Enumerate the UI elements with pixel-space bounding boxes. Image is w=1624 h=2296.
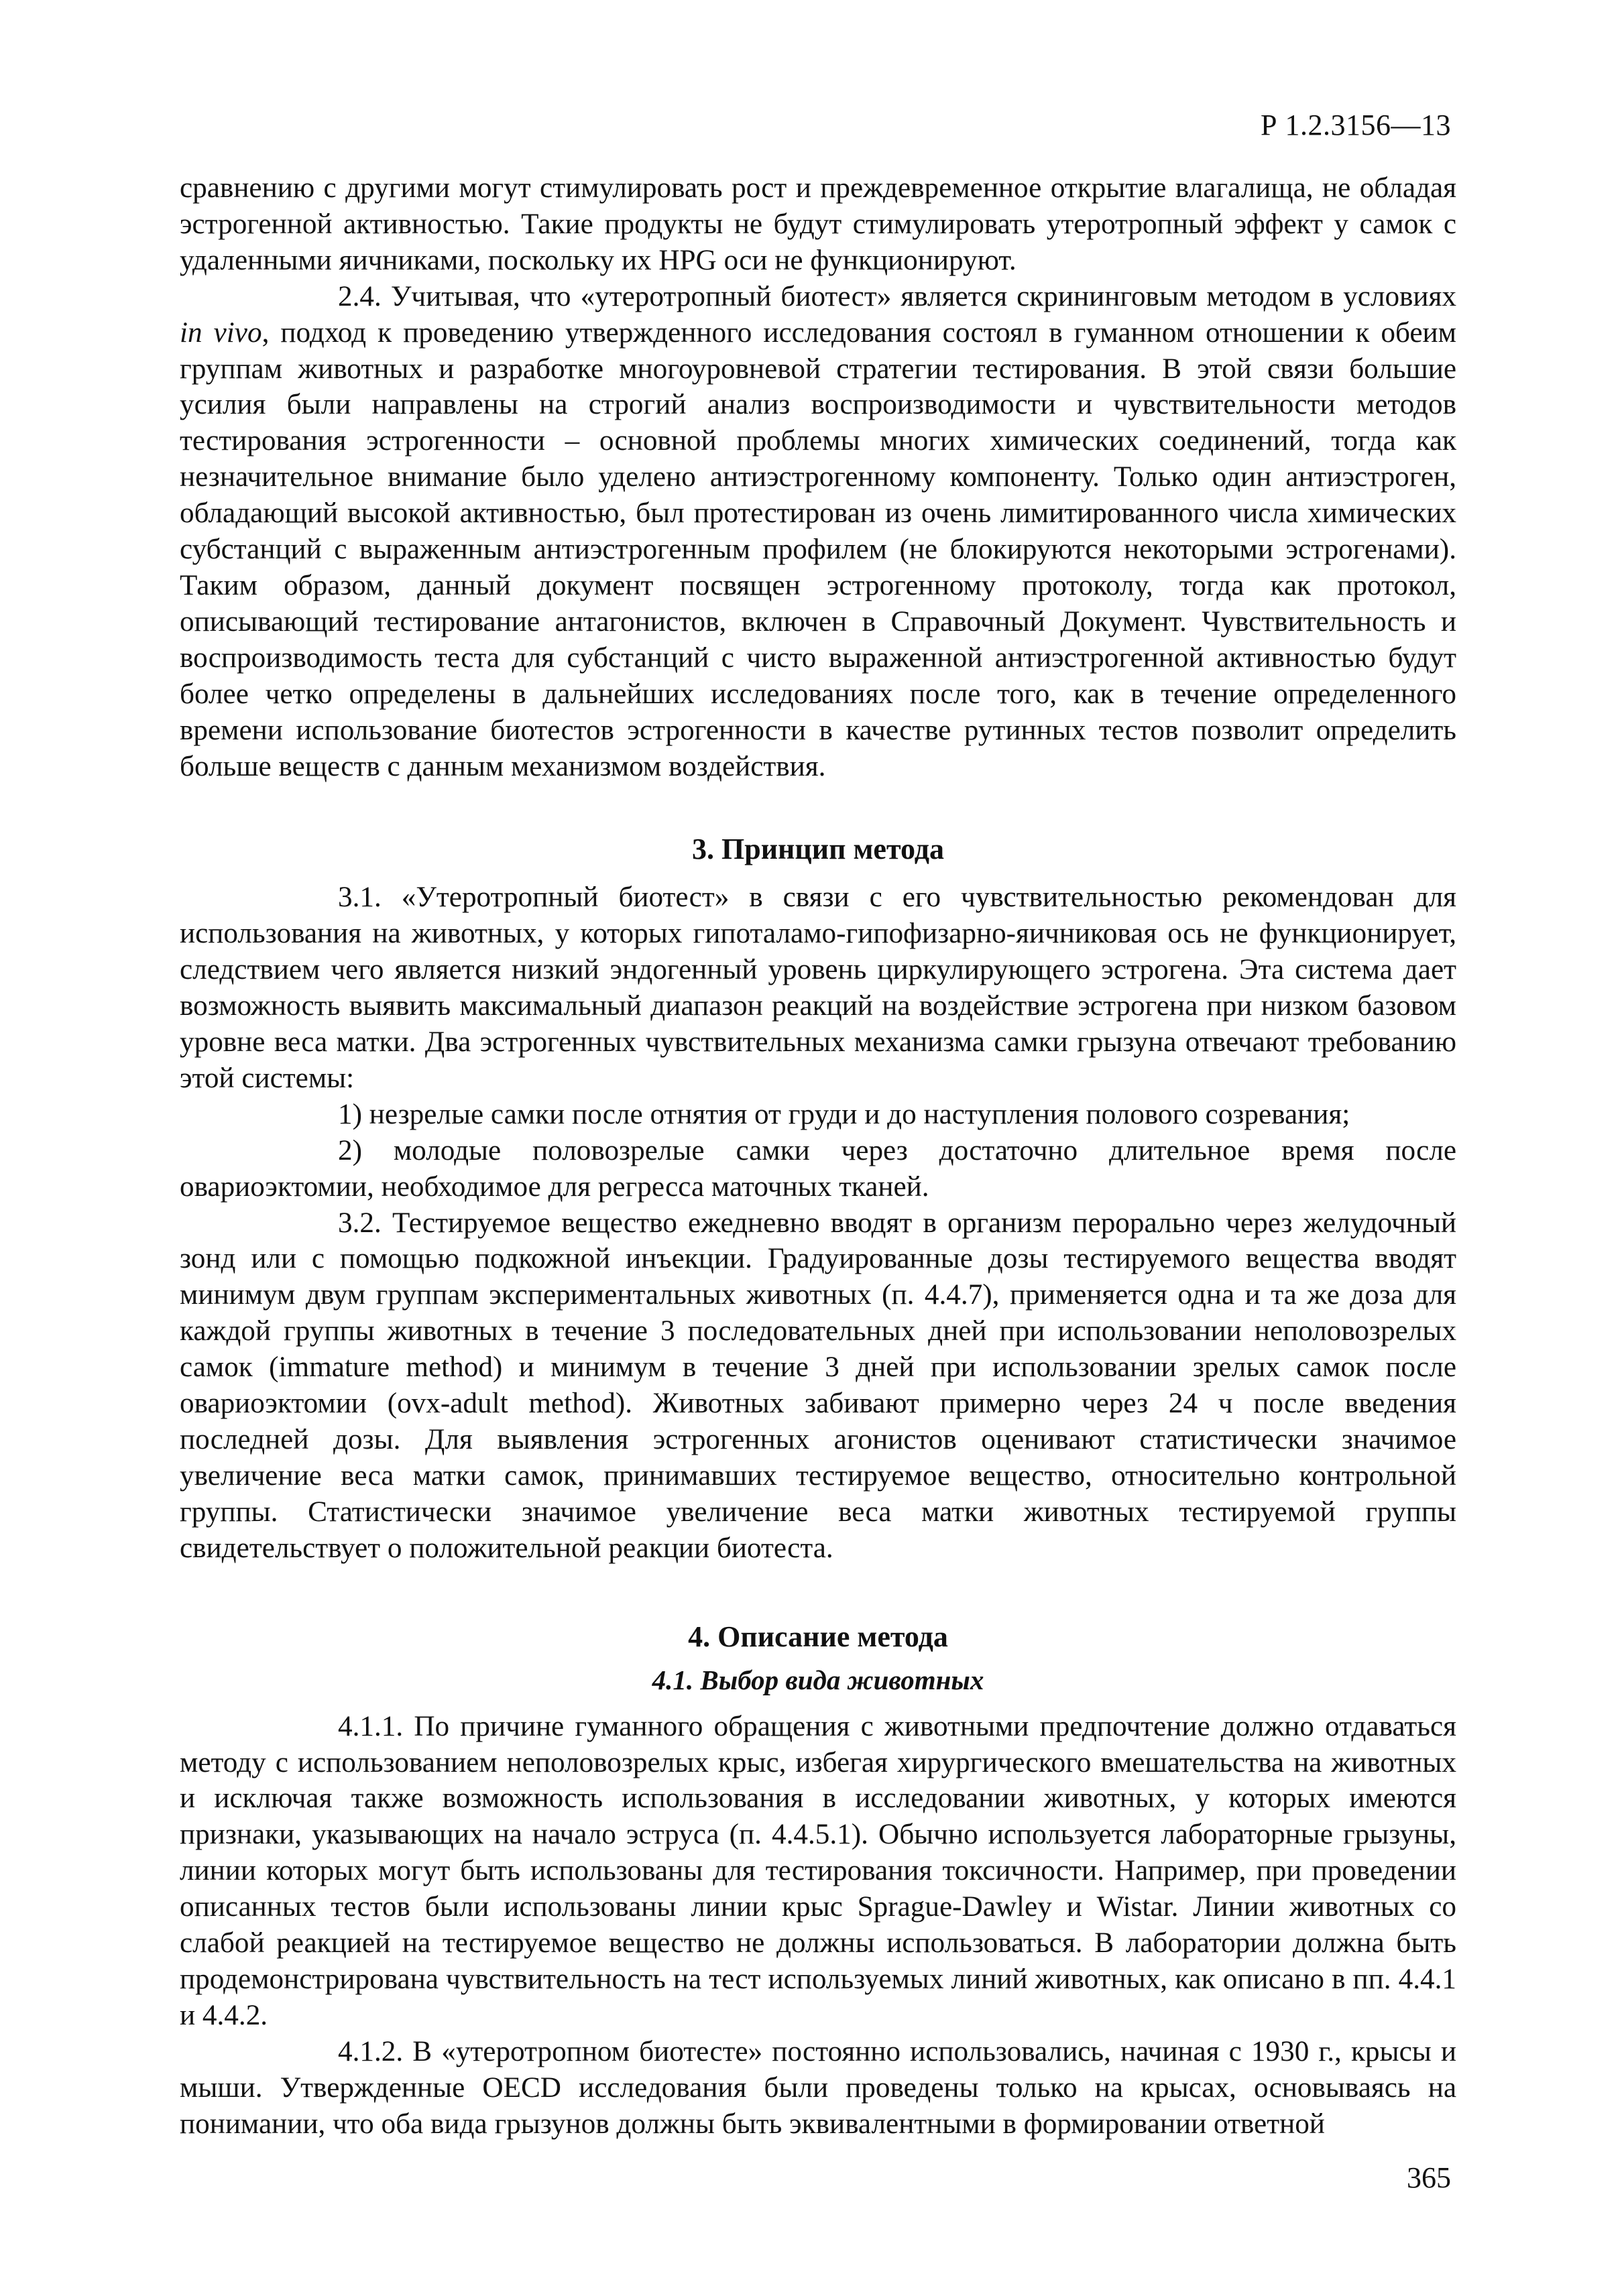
section-3-heading: 3. Принцип метода: [692, 833, 944, 866]
list-item-ovariectomized-females: 2) молодые половозрелые самки через достаточно длительное время после овариоэктомии, необходимое для регресса маточных тканей.: [180, 1134, 1456, 1203]
paragraph-3-1: 3.1. «Утеротропный биотест» в связи с его чувствительностью рекомендован для использования на животных, у которых гипоталамо-гипофизарно-яичниковая ось не функционирует, следствием чего является низкий эндогенный уровень циркулирующего эстрогена. Эта система дает возможность выявить максимальный диапазон реакций на воздействие эстрогена при низком базовом уровне веса матки. Два эстрогенных чувствительных механизма самки грызуна отвечают требованию этой системы:: [180, 882, 1456, 1094]
list-item-immature-females: 1) незрелые самки после отнятия от груди и до наступления полового созревания;: [338, 1098, 1350, 1130]
paragraph-3-2: 3.2. Тестируемое вещество ежедневно вводят в организм перорально через желудочный зонд или с помощью подкожной инъекции. Градуированные дозы тестируемого вещества вводят минимум двум группам экспериментальных животных (п. 4.4.7), применяется одна и та же доза для каждой группы животных в течение 3 последовательных дней при использовании неполовозрелых самок (immature method) и минимум в течение 3 дней при использовании зрелых самок после овариоэктомии (ovx-adult method). Животных забивают примерно через 24 ч после введения последней дозы. Для выявления эстрогенных агонистов оценивают статистически значимое увеличение веса матки самок, принимавших тестируемое вещество, относительно контрольной группы. Статистически значимое увеличение веса матки животных тестируемой группы свидетельствует о положительной реакции биотеста.: [180, 1207, 1456, 1564]
section-4-heading: 4. Описание метода: [688, 1620, 948, 1653]
paragraph-2-4-part-b: , подход к проведению утвержденного исследования состоял в гуманном отношении к обеим группам животных и разработке многоуровневой стратегии тестирования. В этой связи большие усилия были направлены на строгий анализ воспроизводимости и чувствительности методов тестирования эстрогенности – основной проблемы многих химических соединений, тогда как незначительное внимание было уделено антиэстрогенному компоненту. Только один антиэстроген, обладающий высокой активностью, был протестирован из очень лимитированного числа химических субстанций с выраженным антиэстрогенным профилем (не блокируются некоторыми эстрогенами). Таким образом, данный документ посвящен эстрогенному протоколу, тогда как протокол, описывающий тестирование антагонистов, включен в Справочный Документ. Чувствительность и воспроизводимость теста для субстанций с чисто выраженной антиэстрогенной активностью будут более четко определены в дальнейших исследованиях после того, как в течение определенного времени использование биотестов эстрогенности в качестве рутинных тестов позволит определить больше веществ с данным механизмом воздействия.: [180, 316, 1456, 782]
document-code-header: Р 1.2.3156—13: [1261, 109, 1451, 141]
paragraph-intro-continuation: сравнению с другими могут стимулировать рост и преждевременное открытие влагалища, не обладая эстрогенной активностью. Такие продукты не будут стимулировать утеротропный эффект у самок с удаленными яичниками, поскольку их HPG оси не функционируют.: [180, 172, 1456, 276]
paragraph-2-4-in-vivo: in vivo: [180, 316, 262, 349]
paragraph-2-4: [180, 279, 1456, 785]
paragraph-2-4-part-a: 2.4. Учитывая, что «утеротропный биотест» является скрининговым методом в условиях: [338, 280, 1456, 312]
paragraph-4-1-2: 4.1.2. В «утеротропном биотесте» постоянно использовались, начиная с 1930 г., крысы и мыши. Утвержденные OECD исследования были проведены только на крысах, основываясь на понимании, что оба вида грызунов должны быть эквивалентными в формировании ответной: [180, 2035, 1456, 2140]
paragraph-4-1-1: 4.1.1. По причине гуманного обращения с животными предпочтение должно отдаваться методу с использованием неполовозрелых крыс, избегая хирургического вмешательства на животных и исключая также возможность использования в исследовании животных, у которых имеются признаки, указывающих на начало эструса (п. 4.4.5.1). Обычно используется лабораторные грызуны, линии которых могут быть использованы для тестирования токсичности. Например, при проведении описанных тестов были использованы линии крыс Sprague-Dawley и Wistar. Линии животных со слабой реакцией на тестируемое вещество не должны использоваться. В лаборатории должна быть продемонстрирована чувствительность на тест используемых линий животных, как описано в пп. 4.4.1 и 4.4.2.: [180, 1710, 1456, 2031]
page-body: [180, 170, 1456, 2142]
subsection-4-1-heading: 4.1. Выбор вида животных: [652, 1664, 984, 1695]
page-number: 365: [1407, 2161, 1451, 2194]
